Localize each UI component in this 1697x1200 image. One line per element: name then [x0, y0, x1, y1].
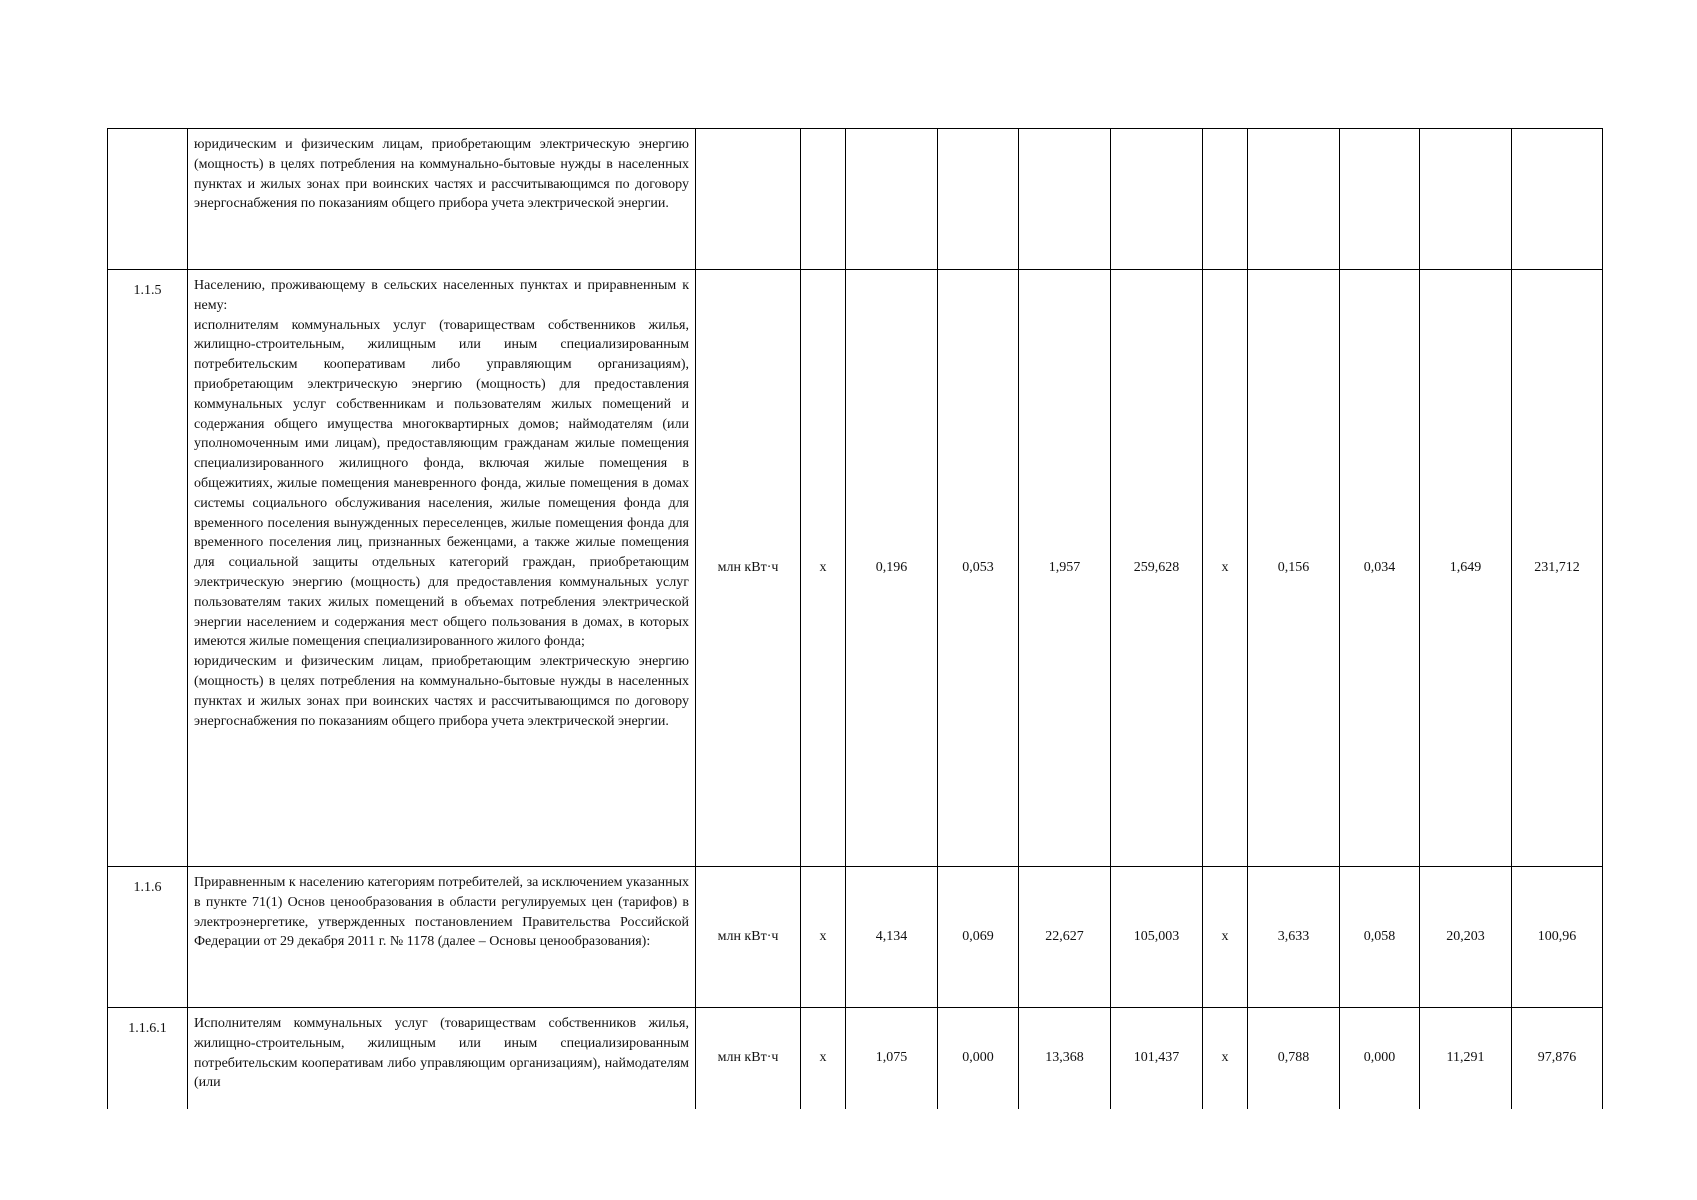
table-row [108, 129, 1603, 270]
value-cell [1340, 129, 1420, 270]
value-cell: 259,628 [1111, 270, 1203, 867]
value-cell [938, 129, 1019, 270]
value-cell [1111, 129, 1203, 270]
unit-cell [696, 129, 801, 270]
value-cell [1420, 129, 1512, 270]
row-number: 1.1.6.1 [108, 1008, 188, 1109]
value-cell: 1,075 [846, 1008, 938, 1109]
unit-cell: млн кВт·ч [696, 867, 801, 1008]
value-cell: x [801, 867, 846, 1008]
value-cell [1019, 129, 1111, 270]
value-cell [1248, 129, 1340, 270]
document-page [107, 128, 1594, 1109]
description-paragraph: исполнителям коммунальных услуг (товариществам собственников жилья, жилищно-строительным, жилищным или иным специализированным потребительским кооперативам либо управляющим организациям), приобретающим электрическую энергию (мощность) для предоставления коммунальных услуг собственникам и пользователям жилых помещений и содержания общего имущества многоквартирных домов; наймодателям (или уполномоченным ими лицам), предоставляющим гражданам жилые помещения специализированного жилищного фонда, включая жилые помещения в общежитиях, жилые помещения маневренного фонда, жилые помещения в домах системы социального обслуживания населения, жилые помещения фонда для временного поселения вынужденных переселенцев, жилые помещения фонда для временного поселения лиц, признанных беженцами, а также жилые помещения для социальной защиты отдельных категорий граждан, приобретающим электрическую энергию (мощность) для предоставления коммунальных услуг пользователям таких жилых помещений в объемах потребления электрической энергии населением и содержания мест общего пользования в домах, в которых имеются жилые помещения специализированного жилого фонда; [194, 317, 689, 650]
value-cell: 0,069 [938, 867, 1019, 1008]
table-body [108, 129, 1603, 1109]
value-cell: 0,034 [1340, 270, 1420, 867]
description-paragraph: юридическим и физическим лицам, приобретающим электрическую энергию (мощность) в целях потребления на коммунально-бытовые нужды в населенных пунктах и жилых зонах при воинских частях и рассчитывающимся по договору энергоснабжения по показаниям общего прибора учета электрической энергии. [194, 654, 689, 729]
value-cell [1203, 129, 1248, 270]
table-row [108, 270, 1603, 867]
value-cell: 0,788 [1248, 1008, 1340, 1109]
unit-cell: млн кВт·ч [696, 270, 801, 867]
row-description [188, 1008, 696, 1109]
description-paragraph: Приравненным к населению категориям потребителей, за исключением указанных в пункте 71(1) Основ ценообразования в области регулируемых цен (тарифов) в электроэнергетике, утвержденных постановлением Правительства Российской Федерации от 29 декабря 2011 г. № 1178 (далее – Основы ценообразования): [194, 875, 689, 950]
value-cell: 11,291 [1420, 1008, 1512, 1109]
value-cell: 0,156 [1248, 270, 1340, 867]
row-number [108, 129, 188, 270]
value-cell: x [801, 270, 846, 867]
value-cell: 100,96 [1512, 867, 1603, 1008]
row-description [188, 270, 696, 867]
value-cell: 0,053 [938, 270, 1019, 867]
value-cell: 4,134 [846, 867, 938, 1008]
unit-cell: млн кВт·ч [696, 1008, 801, 1109]
row-description [188, 867, 696, 1008]
description-paragraph: юридическим и физическим лицам, приобретающим электрическую энергию (мощность) в целях потребления на коммунально-бытовые нужды в населенных пунктах и жилых зонах при воинских частях и рассчитывающимся по договору энергоснабжения по показаниям общего прибора учета электрической энергии. [194, 137, 689, 212]
tariff-table [107, 128, 1603, 1109]
value-cell: 101,437 [1111, 1008, 1203, 1109]
value-cell: 22,627 [1019, 867, 1111, 1008]
description-paragraph: Населению, проживающему в сельских населенных пунктах и приравненным к нему: [194, 278, 689, 313]
table-row [108, 867, 1603, 1008]
row-number: 1.1.5 [108, 270, 188, 867]
value-cell: 1,649 [1420, 270, 1512, 867]
value-cell: 0,196 [846, 270, 938, 867]
row-number: 1.1.6 [108, 867, 188, 1008]
value-cell: 0,000 [1340, 1008, 1420, 1109]
value-cell: x [801, 1008, 846, 1109]
value-cell: 0,000 [938, 1008, 1019, 1109]
value-cell: 20,203 [1420, 867, 1512, 1008]
value-cell: x [1203, 1008, 1248, 1109]
value-cell [801, 129, 846, 270]
value-cell: 97,876 [1512, 1008, 1603, 1109]
value-cell: 1,957 [1019, 270, 1111, 867]
value-cell [846, 129, 938, 270]
value-cell: 0,058 [1340, 867, 1420, 1008]
value-cell [1512, 129, 1603, 270]
value-cell: x [1203, 867, 1248, 1008]
description-paragraph: Исполнителям коммунальных услуг (товариществам собственников жилья, жилищно-строительным, жилищным или иным специализированным потребительским кооперативам либо управляющим организациям), наймодателям (или [194, 1016, 689, 1091]
value-cell: 231,712 [1512, 270, 1603, 867]
value-cell: x [1203, 270, 1248, 867]
value-cell: 3,633 [1248, 867, 1340, 1008]
table-row [108, 1008, 1603, 1109]
value-cell: 13,368 [1019, 1008, 1111, 1109]
value-cell: 105,003 [1111, 867, 1203, 1008]
row-description [188, 129, 696, 270]
